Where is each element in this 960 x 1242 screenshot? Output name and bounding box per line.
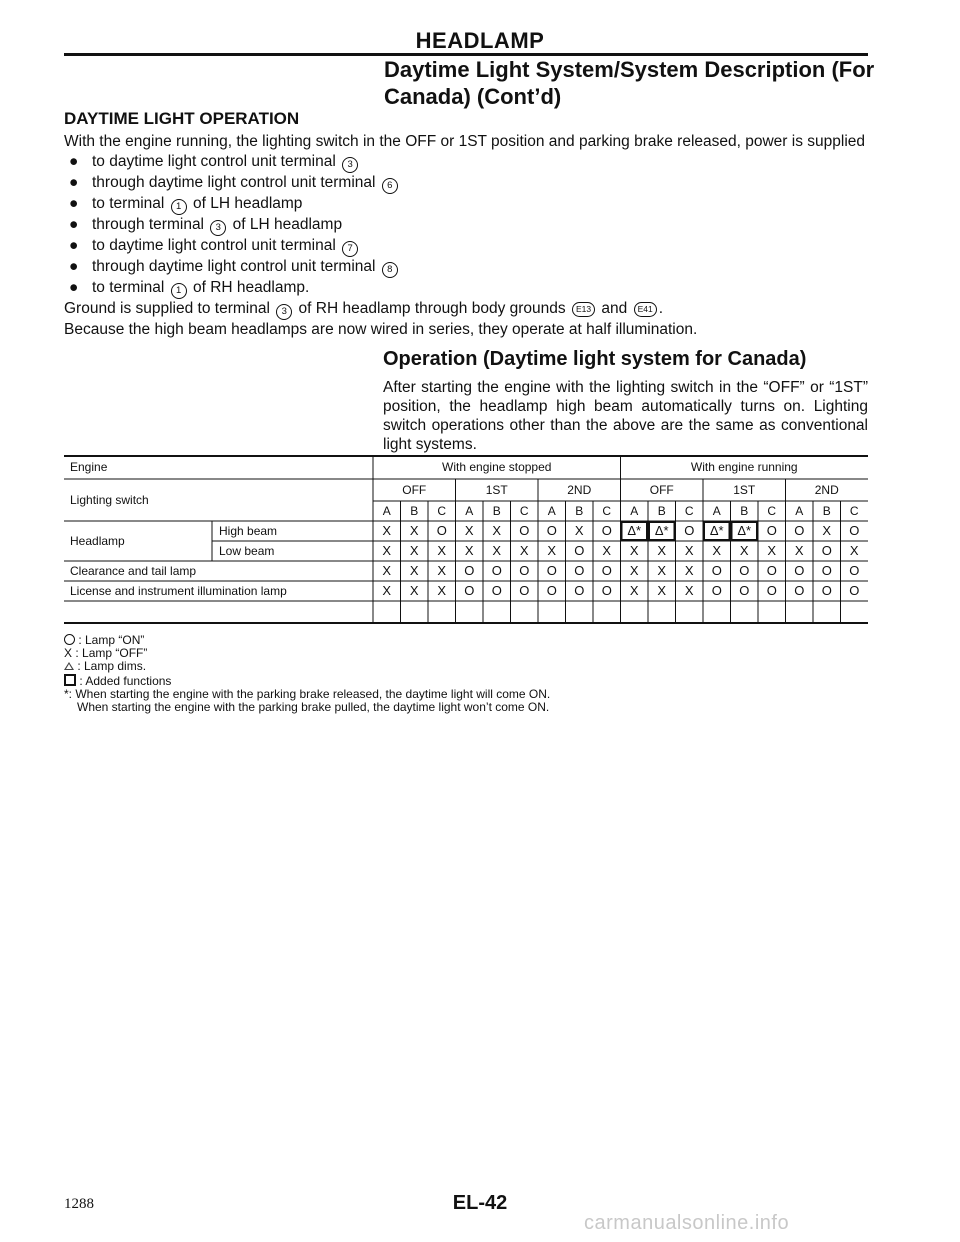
- sub-position: B: [575, 504, 584, 518]
- table-cell: O: [766, 583, 777, 598]
- bullet-text-post: of RH headlamp.: [193, 278, 310, 296]
- legend-off-text: : Lamp “OFF”: [75, 646, 148, 661]
- switch-position: OFF: [402, 483, 427, 497]
- table-cell: O: [574, 543, 585, 558]
- table-cell: X: [409, 583, 419, 598]
- terminal-number: 3: [276, 304, 292, 320]
- bullet-item: [64, 236, 874, 257]
- table-cell: Δ*: [654, 523, 669, 538]
- table-cell: X: [382, 563, 392, 578]
- intro-paragraph: With the engine running, the lighting switch in the OFF or 1ST position and parking brake released, power is supplied: [64, 133, 865, 150]
- bullet-text-pre: to terminal: [92, 278, 165, 296]
- table-cell: O: [574, 583, 585, 598]
- lighting-switch-label: Lighting switch: [70, 493, 149, 507]
- bullet-item: [64, 278, 874, 299]
- table-cell: X: [602, 543, 612, 558]
- table-cell: O: [766, 523, 777, 538]
- table-cell: X: [712, 543, 722, 558]
- table-cell: O: [794, 563, 805, 578]
- ground-text-and: and: [601, 299, 628, 317]
- bullet-text-pre: through daytime light control unit terminal: [92, 257, 376, 275]
- table-cell: X: [464, 543, 474, 558]
- sub-position: C: [767, 504, 777, 518]
- table-cell: O: [519, 523, 530, 538]
- note-mark: *:: [64, 686, 73, 701]
- bullet-dot-icon: ●: [69, 215, 79, 233]
- table-cell: X: [437, 543, 447, 558]
- table-cell: O: [574, 563, 585, 578]
- table-cell: X: [574, 523, 584, 538]
- legend-note2: [64, 701, 550, 714]
- bullet-text-post: of LH headlamp: [232, 215, 343, 233]
- switch-position: 1ST: [733, 483, 756, 497]
- table-cell: O: [794, 583, 805, 598]
- terminal-number: 7: [342, 241, 358, 257]
- ground-symbol-e41: E41: [634, 302, 657, 317]
- sub-position: C: [519, 504, 529, 518]
- table-cell: X: [657, 563, 667, 578]
- table-cell: O: [711, 583, 722, 598]
- table-cell: X: [437, 583, 447, 598]
- table-cell: Δ*: [737, 523, 752, 538]
- table-cell: O: [491, 583, 502, 598]
- table-cell: O: [491, 563, 502, 578]
- table-cell: O: [519, 563, 530, 578]
- triangle-icon: [64, 662, 74, 670]
- sub-position: B: [740, 504, 749, 518]
- operation-table: [64, 455, 868, 625]
- legend-on-text: : Lamp “ON”: [78, 633, 145, 647]
- license-label: License and instrument illumination lamp: [70, 584, 287, 598]
- terminal-number: 3: [210, 220, 226, 236]
- page-header-title: HEADLAMP: [415, 28, 545, 53]
- operation-text: After starting the engine with the lighting switch in the “OFF” or “1ST” position, the headlamp high beam automatically turns on. Lighting switch operations other than the above are the same as conventional light systems.: [383, 379, 868, 453]
- high-beam-label: High beam: [219, 524, 278, 538]
- ground-text-end: .: [658, 299, 664, 317]
- table-cell: O: [546, 563, 557, 578]
- table-cell: X: [684, 543, 694, 558]
- bullet-item: [64, 215, 874, 236]
- table-cell: O: [849, 523, 860, 538]
- sub-position: A: [712, 504, 721, 518]
- legend-added: [64, 674, 550, 688]
- sub-position: A: [795, 504, 804, 518]
- sub-position: B: [822, 504, 831, 518]
- terminal-number: 8: [382, 262, 398, 278]
- table-cell: O: [519, 583, 530, 598]
- table-cell: O: [464, 563, 475, 578]
- bullet-item: [64, 152, 874, 173]
- switch-position: 2ND: [567, 483, 592, 497]
- sub-heading: DAYTIME LIGHT OPERATION: [64, 109, 300, 128]
- legend-note1-text: When starting the engine with the parking brake released, the daytime light will come ON.: [75, 686, 551, 701]
- bullet-text-pre: through daytime light control unit terminal: [92, 173, 376, 191]
- table-cell: X: [684, 563, 694, 578]
- table-cell: X: [519, 543, 529, 558]
- bullet-text-pre: to terminal: [92, 194, 165, 212]
- table-cell: X: [409, 523, 419, 538]
- bullet-list: [64, 152, 874, 299]
- page-number: 1288: [64, 1196, 94, 1212]
- table-cell: O: [849, 583, 860, 598]
- bullet-text-pre: to daytime light control unit terminal: [92, 236, 336, 254]
- table-cell: X: [409, 563, 419, 578]
- table-cell: X: [657, 583, 667, 598]
- table-cell: X: [822, 523, 832, 538]
- table-cell: O: [601, 563, 612, 578]
- table-cell: X: [409, 543, 419, 558]
- sub-position: C: [602, 504, 612, 518]
- sub-position: A: [465, 504, 474, 518]
- table-cell: O: [684, 523, 695, 538]
- sub-position: B: [492, 504, 501, 518]
- table-cell: O: [436, 523, 447, 538]
- sub-position: C: [437, 504, 447, 518]
- table-cell: O: [601, 523, 612, 538]
- table-cell: X: [382, 583, 392, 598]
- table-cell: X: [684, 583, 694, 598]
- bullet-dot-icon: ●: [69, 194, 79, 212]
- terminal-number: 3: [342, 157, 358, 173]
- table-cell: X: [849, 543, 859, 558]
- table-cell: O: [739, 583, 750, 598]
- table-cell: O: [766, 563, 777, 578]
- clearance-label: Clearance and tail lamp: [70, 564, 197, 578]
- switch-position: 2ND: [814, 483, 839, 497]
- table-cell: X: [382, 523, 392, 538]
- table-cell: X: [794, 543, 804, 558]
- bullet-item: [64, 173, 874, 194]
- ground-symbol-e13: E13: [572, 302, 595, 317]
- bullet-dot-icon: ●: [69, 236, 79, 254]
- table-cell: X: [657, 543, 667, 558]
- bullet-dot-icon: ●: [69, 257, 79, 275]
- ground-text-pre: Ground is supplied to terminal: [64, 299, 270, 317]
- table-cell: O: [794, 523, 805, 538]
- table-cell: O: [821, 543, 832, 558]
- table-cell: X: [464, 523, 474, 538]
- table-cell: X: [382, 543, 392, 558]
- legend-added-text: : Added functions: [79, 673, 172, 688]
- table-cell: O: [821, 563, 832, 578]
- ground-text-mid: of RH headlamp through body grounds: [298, 299, 566, 317]
- table-cell: O: [711, 563, 722, 578]
- square-icon: [64, 674, 76, 686]
- switch-position: OFF: [649, 483, 674, 497]
- terminal-number: 1: [171, 283, 187, 299]
- table-cell: O: [821, 583, 832, 598]
- body-text: [64, 132, 874, 339]
- sub-position: B: [657, 504, 666, 518]
- watermark: carmanualsonline.info: [584, 1212, 790, 1234]
- table-cell: X: [629, 563, 639, 578]
- bullet-dot-icon: ●: [69, 278, 79, 296]
- ground-paragraph: [64, 299, 874, 320]
- bullet-text-pre: to daytime light control unit terminal: [92, 152, 336, 170]
- bullet-text-pre: through terminal: [92, 215, 205, 233]
- terminal-number: 1: [171, 199, 187, 215]
- series-note: Because the high beam headlamps are now wired in series, they operate at half illumination.: [64, 320, 698, 338]
- legend: [64, 634, 550, 714]
- table-cell: O: [739, 563, 750, 578]
- table-cell: O: [546, 583, 557, 598]
- table-cell: O: [546, 523, 557, 538]
- terminal-number: 6: [382, 178, 398, 194]
- table-cell: O: [601, 583, 612, 598]
- bullet-dot-icon: ●: [69, 173, 79, 191]
- table-cell: X: [629, 583, 639, 598]
- bullet-dot-icon: ●: [69, 152, 79, 170]
- sub-position: C: [849, 504, 859, 518]
- circle-icon: [64, 634, 75, 645]
- bullet-item: [64, 257, 874, 278]
- table-cell: X: [547, 543, 557, 558]
- table-cell: O: [849, 563, 860, 578]
- table-cell: X: [492, 543, 502, 558]
- table-cell: X: [739, 543, 749, 558]
- sub-position: A: [382, 504, 391, 518]
- legend-dims: [64, 660, 550, 673]
- table-cell: X: [629, 543, 639, 558]
- table-grid: [64, 455, 868, 625]
- sub-position: A: [547, 504, 556, 518]
- table-cell: X: [437, 563, 447, 578]
- engine-state: With engine running: [690, 460, 798, 474]
- sub-position: B: [410, 504, 419, 518]
- section-title: Daytime Light System/System Description (For Canada) (Cont’d): [384, 57, 875, 109]
- headlamp-label: Headlamp: [70, 534, 125, 548]
- engine-label: Engine: [70, 460, 108, 474]
- table-cell: X: [767, 543, 777, 558]
- sub-position: A: [630, 504, 639, 518]
- table-cell: Δ*: [709, 523, 724, 538]
- low-beam-label: Low beam: [219, 544, 275, 558]
- legend-note2-text: When starting the engine with the parking brake pulled, the daytime light won’t come ON.: [77, 700, 550, 715]
- page-code: EL-42: [452, 1192, 508, 1214]
- switch-position: 1ST: [485, 483, 508, 497]
- legend-off-symbol: X: [64, 646, 73, 661]
- legend-dims-text: : Lamp dims.: [77, 659, 147, 674]
- sub-position: C: [684, 504, 694, 518]
- table-cell: O: [464, 583, 475, 598]
- table-cell: X: [492, 523, 502, 538]
- operation-heading: Operation (Daytime light system for Canada): [383, 348, 807, 370]
- bullet-text-post: of LH headlamp: [193, 194, 303, 212]
- table-cell: Δ*: [627, 523, 642, 538]
- bullet-item: [64, 194, 874, 215]
- engine-state: With engine stopped: [442, 460, 552, 474]
